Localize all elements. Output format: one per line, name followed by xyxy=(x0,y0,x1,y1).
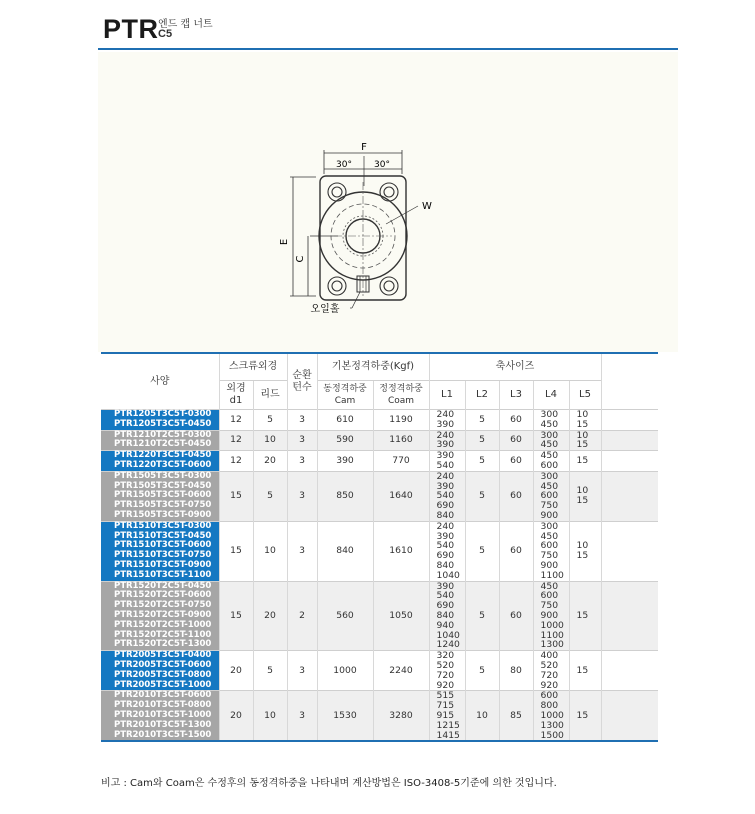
table-row xyxy=(101,430,658,451)
l1-value: 1215 xyxy=(436,719,460,731)
l4-value: 1100 xyxy=(540,569,564,581)
l5 xyxy=(569,430,601,451)
l1-value: 390 xyxy=(436,450,455,462)
model-code xyxy=(101,471,219,521)
drawing-panel xyxy=(98,52,678,352)
model-code-value: PTR1220T3C5T-0600 xyxy=(114,459,212,470)
l3: 60 xyxy=(499,521,533,581)
l5-value: 15 xyxy=(576,455,589,467)
l1-value: 1240 xyxy=(436,639,460,651)
l5-value: 15 xyxy=(576,439,589,451)
lead: 5 xyxy=(253,410,287,431)
model-code-value: PTR2005T3C5T-0800 xyxy=(114,669,212,680)
header-dynamic-load: 동정격하중 Cam xyxy=(317,381,373,410)
l4 xyxy=(533,521,569,581)
l1-value: 690 xyxy=(436,600,455,612)
l2: 10 xyxy=(465,691,499,741)
table-row xyxy=(101,691,658,741)
l3: 60 xyxy=(499,471,533,521)
l4-value: 1100 xyxy=(540,629,564,641)
l3: 60 xyxy=(499,410,533,431)
l1-value: 240 xyxy=(436,409,455,420)
model-code-value: PTR2005T3C5T-0600 xyxy=(114,659,212,670)
l2: 5 xyxy=(465,451,499,472)
model-code-value: PTR1205T3C5T-0300 xyxy=(114,409,212,419)
table-row xyxy=(101,471,658,521)
outer-diameter: 15 xyxy=(219,581,253,651)
l1-value: 840 xyxy=(436,609,455,621)
spec-table xyxy=(101,352,658,742)
l5 xyxy=(569,410,601,431)
turns: 3 xyxy=(287,691,317,741)
l1 xyxy=(429,471,465,521)
l5-value: 15 xyxy=(576,709,589,721)
outer-diameter: 15 xyxy=(219,521,253,581)
l4 xyxy=(533,451,569,472)
l1-value: 915 xyxy=(436,709,455,721)
dynamic-load: 390 xyxy=(317,451,373,472)
l4-value: 300 xyxy=(540,409,559,420)
l3: 60 xyxy=(499,430,533,451)
l1-value: 690 xyxy=(436,500,455,512)
label-30-right: 30° xyxy=(374,160,390,170)
l1-value: 515 xyxy=(436,690,455,702)
l4-value: 600 xyxy=(540,490,559,502)
l1-value: 690 xyxy=(436,550,455,562)
l4-value: 750 xyxy=(540,550,559,562)
l1-value: 240 xyxy=(436,520,455,532)
model-code xyxy=(101,451,219,472)
title-rule xyxy=(98,48,678,50)
model-code-value: PTR1520T2C5T-0600 xyxy=(114,590,212,601)
l4-value: 1000 xyxy=(540,709,564,721)
label-w: W xyxy=(422,201,432,212)
dynamic-load: 590 xyxy=(317,430,373,451)
model-code-value: PTR1520T2C5T-1000 xyxy=(114,619,212,630)
l4-value: 450 xyxy=(540,580,559,592)
model-code-value: PTR1520T2C5T-0450 xyxy=(114,580,212,591)
l4-value: 1300 xyxy=(540,639,564,651)
l1-value: 540 xyxy=(436,540,455,552)
l3: 80 xyxy=(499,651,533,691)
l1-value: 390 xyxy=(436,580,455,592)
label-30-left: 30° xyxy=(336,160,352,170)
l5-value: 10 xyxy=(576,409,589,420)
l4 xyxy=(533,581,569,651)
model-code-value: PTR1520T2C5T-0900 xyxy=(114,609,212,620)
l1 xyxy=(429,521,465,581)
l4-value: 400 xyxy=(540,650,559,662)
l1-value: 320 xyxy=(436,650,455,662)
l1-value: 240 xyxy=(436,470,455,482)
l4-value: 600 xyxy=(540,590,559,602)
l3: 60 xyxy=(499,581,533,651)
model-code-value: PTR1505T3C5T-0600 xyxy=(114,490,212,501)
model-code xyxy=(101,521,219,581)
l1-value: 390 xyxy=(436,418,455,430)
l2: 5 xyxy=(465,521,499,581)
header-turns: 순환 턴수 xyxy=(287,353,317,410)
l4-value: 300 xyxy=(540,429,559,441)
l1 xyxy=(429,451,465,472)
l5-value: 15 xyxy=(576,495,589,507)
label-c: C xyxy=(295,255,306,263)
header-l1: L1 xyxy=(429,381,465,410)
dynamic-load: 850 xyxy=(317,471,373,521)
l4 xyxy=(533,430,569,451)
l4-value: 450 xyxy=(540,450,559,462)
l1-value: 940 xyxy=(436,619,455,631)
l1 xyxy=(429,581,465,651)
l2: 5 xyxy=(465,471,499,521)
turns: 3 xyxy=(287,410,317,431)
model-code-value: PTR1210T2C5T-0450 xyxy=(114,439,212,450)
l1-value: 840 xyxy=(436,509,455,521)
l4-value: 900 xyxy=(540,559,559,571)
model-code-value: PTR1220T3C5T-0450 xyxy=(114,450,212,461)
l4-value: 520 xyxy=(540,659,559,671)
model-code-value: PTR1510T3C5T-0750 xyxy=(114,550,212,561)
l1 xyxy=(429,691,465,741)
static-load: 1190 xyxy=(373,410,429,431)
lead: 5 xyxy=(253,471,287,521)
accuracy-grade: C5 xyxy=(158,28,173,40)
blank-cell xyxy=(601,691,658,741)
l4-value: 720 xyxy=(540,669,559,681)
label-f: F xyxy=(361,142,367,153)
l4-value: 1300 xyxy=(540,719,564,731)
header-load-rating: 기본정격하중(Kgf) xyxy=(317,353,429,381)
model-code-value: PTR1505T3C5T-0900 xyxy=(114,509,212,520)
l4-value: 900 xyxy=(540,609,559,621)
lead: 5 xyxy=(253,651,287,691)
lead: 10 xyxy=(253,691,287,741)
l1-value: 540 xyxy=(436,459,455,471)
l4-value: 600 xyxy=(540,540,559,552)
model-code xyxy=(101,651,219,691)
model-code xyxy=(101,410,219,431)
l4-value: 300 xyxy=(540,470,559,482)
l4-value: 300 xyxy=(540,520,559,532)
l5 xyxy=(569,651,601,691)
static-load: 1050 xyxy=(373,581,429,651)
turns: 3 xyxy=(287,471,317,521)
outer-diameter: 20 xyxy=(219,691,253,741)
model-code-value: PTR1510T3C5T-0900 xyxy=(114,559,212,570)
model-code-value: PTR2010T3C5T-1000 xyxy=(114,709,212,720)
model-code-value: PTR2010T3C5T-1300 xyxy=(114,719,212,730)
l4-value: 450 xyxy=(540,418,559,430)
l1-value: 520 xyxy=(436,659,455,671)
static-load: 3280 xyxy=(373,691,429,741)
l5 xyxy=(569,521,601,581)
l3: 60 xyxy=(499,451,533,472)
static-load: 1610 xyxy=(373,521,429,581)
model-code-value: PTR2010T3C5T-1500 xyxy=(114,729,212,740)
lead: 10 xyxy=(253,521,287,581)
l5-value: 10 xyxy=(576,485,589,497)
end-cap-nut-drawing xyxy=(98,52,678,352)
l5 xyxy=(569,691,601,741)
l1-value: 390 xyxy=(436,530,455,542)
blank-cell xyxy=(601,521,658,581)
turns: 3 xyxy=(287,430,317,451)
l5-value: 15 xyxy=(576,550,589,562)
l2: 5 xyxy=(465,581,499,651)
blank-cell xyxy=(601,581,658,651)
header-l3: L3 xyxy=(499,381,533,410)
model-code-value: PTR2005T3C5T-0400 xyxy=(114,650,212,661)
l5-value: 10 xyxy=(576,429,589,441)
model-code-value: PTR1205T3C5T-0450 xyxy=(114,418,212,429)
l1 xyxy=(429,430,465,451)
turns: 3 xyxy=(287,521,317,581)
turns: 2 xyxy=(287,581,317,651)
model-code-value: PTR1520T2C5T-1100 xyxy=(114,629,212,640)
outer-diameter: 12 xyxy=(219,451,253,472)
table-row xyxy=(101,581,658,651)
turns: 3 xyxy=(287,451,317,472)
l4-value: 800 xyxy=(540,700,559,712)
header-model: 사양 xyxy=(101,353,219,410)
l2: 5 xyxy=(465,410,499,431)
table-row xyxy=(101,521,658,581)
l4-value: 750 xyxy=(540,600,559,612)
model-code xyxy=(101,581,219,651)
l4-value: 900 xyxy=(540,509,559,521)
l1-value: 715 xyxy=(436,700,455,712)
header-blank xyxy=(601,353,658,410)
blank-cell xyxy=(601,430,658,451)
l4 xyxy=(533,410,569,431)
l5-value: 15 xyxy=(576,418,589,430)
blank-cell xyxy=(601,451,658,472)
l1-value: 1415 xyxy=(436,729,460,741)
outer-diameter: 15 xyxy=(219,471,253,521)
outer-diameter: 12 xyxy=(219,430,253,451)
blank-cell xyxy=(601,651,658,691)
l4-value: 450 xyxy=(540,439,559,451)
model-code-value: PTR2010T3C5T-0600 xyxy=(114,690,212,701)
model-code-value: PTR1505T3C5T-0450 xyxy=(114,480,212,491)
static-load: 1160 xyxy=(373,430,429,451)
l5 xyxy=(569,471,601,521)
dynamic-load: 560 xyxy=(317,581,373,651)
header-l5: L5 xyxy=(569,381,601,410)
l5 xyxy=(569,451,601,472)
model-code-value: PTR1510T3C5T-0600 xyxy=(114,540,212,551)
outer-diameter: 12 xyxy=(219,410,253,431)
l4-value: 450 xyxy=(540,530,559,542)
header-screw-od: 스크류외경 xyxy=(219,353,287,381)
page-subtitle: 엔드 캡 너트 xyxy=(158,19,213,30)
spec-table-body xyxy=(101,410,658,742)
l4-value: 600 xyxy=(540,690,559,702)
lead: 10 xyxy=(253,430,287,451)
lead: 20 xyxy=(253,581,287,651)
l1-value: 540 xyxy=(436,590,455,602)
label-oil-hole: 오일홀 xyxy=(310,304,340,315)
l4-value: 750 xyxy=(540,500,559,512)
model-code-value: PTR1520T2C5T-0750 xyxy=(114,600,212,611)
l4 xyxy=(533,471,569,521)
l1-value: 390 xyxy=(436,480,455,492)
header-od: 외경 d1 xyxy=(219,381,253,410)
turns: 3 xyxy=(287,651,317,691)
l1-value: 240 xyxy=(436,429,455,441)
table-row xyxy=(101,451,658,472)
l4 xyxy=(533,691,569,741)
model-code-value: PTR1505T3C5T-0300 xyxy=(114,470,212,481)
model-code-value: PTR2005T3C5T-1000 xyxy=(114,679,212,690)
model-code-value: PTR1210T2C5T-0300 xyxy=(114,429,212,440)
l3: 85 xyxy=(499,691,533,741)
header-l4: L4 xyxy=(533,381,569,410)
dynamic-load: 1000 xyxy=(317,651,373,691)
outer-diameter: 20 xyxy=(219,651,253,691)
table-row xyxy=(101,651,658,691)
static-load: 770 xyxy=(373,451,429,472)
model-code-value: PTR1510T3C5T-1100 xyxy=(114,569,212,580)
blank-cell xyxy=(601,410,658,431)
l4-value: 600 xyxy=(540,459,559,471)
label-e: E xyxy=(279,238,290,246)
l1 xyxy=(429,410,465,431)
static-load: 2240 xyxy=(373,651,429,691)
model-code xyxy=(101,430,219,451)
dynamic-load: 840 xyxy=(317,521,373,581)
dynamic-load: 610 xyxy=(317,410,373,431)
header-static-load: 정정격하중 Coam xyxy=(373,381,429,410)
l1-value: 390 xyxy=(436,439,455,451)
l5-value: 15 xyxy=(576,664,589,676)
model-code-value: PTR1520T2C5T-1300 xyxy=(114,639,212,650)
lead: 20 xyxy=(253,451,287,472)
page-title: PTR xyxy=(103,14,159,44)
header-lead: 리드 xyxy=(253,381,287,410)
model-code-value: PTR2010T3C5T-0800 xyxy=(114,700,212,711)
l2: 5 xyxy=(465,651,499,691)
l1-value: 720 xyxy=(436,669,455,681)
model-code-value: PTR1510T3C5T-0450 xyxy=(114,530,212,541)
model-code xyxy=(101,691,219,741)
l1-value: 840 xyxy=(436,559,455,571)
l1-value: 920 xyxy=(436,679,455,691)
l5-value: 15 xyxy=(576,609,589,621)
l4 xyxy=(533,651,569,691)
l4-value: 920 xyxy=(540,679,559,691)
l5-value: 10 xyxy=(576,540,589,552)
l4-value: 1500 xyxy=(540,729,564,741)
model-code-value: PTR1510T3C5T-0300 xyxy=(114,520,212,531)
static-load: 1640 xyxy=(373,471,429,521)
l4-value: 450 xyxy=(540,480,559,492)
footnote: 비고 : Cam와 Coam은 수정후의 동정격하중을 나타내며 계산방법은 ISO-3408-5기준에 의한 것입니다. xyxy=(101,778,557,789)
table-row xyxy=(101,410,658,431)
l5 xyxy=(569,581,601,651)
l1 xyxy=(429,651,465,691)
header-shaft-size: 축사이즈 xyxy=(429,353,601,381)
header-l2: L2 xyxy=(465,381,499,410)
l1-value: 540 xyxy=(436,490,455,502)
model-code-value: PTR1505T3C5T-0750 xyxy=(114,500,212,511)
l1-value: 1040 xyxy=(436,629,460,641)
l4-value: 1000 xyxy=(540,619,564,631)
l2: 5 xyxy=(465,430,499,451)
dynamic-load: 1530 xyxy=(317,691,373,741)
l1-value: 1040 xyxy=(436,569,460,581)
blank-cell xyxy=(601,471,658,521)
